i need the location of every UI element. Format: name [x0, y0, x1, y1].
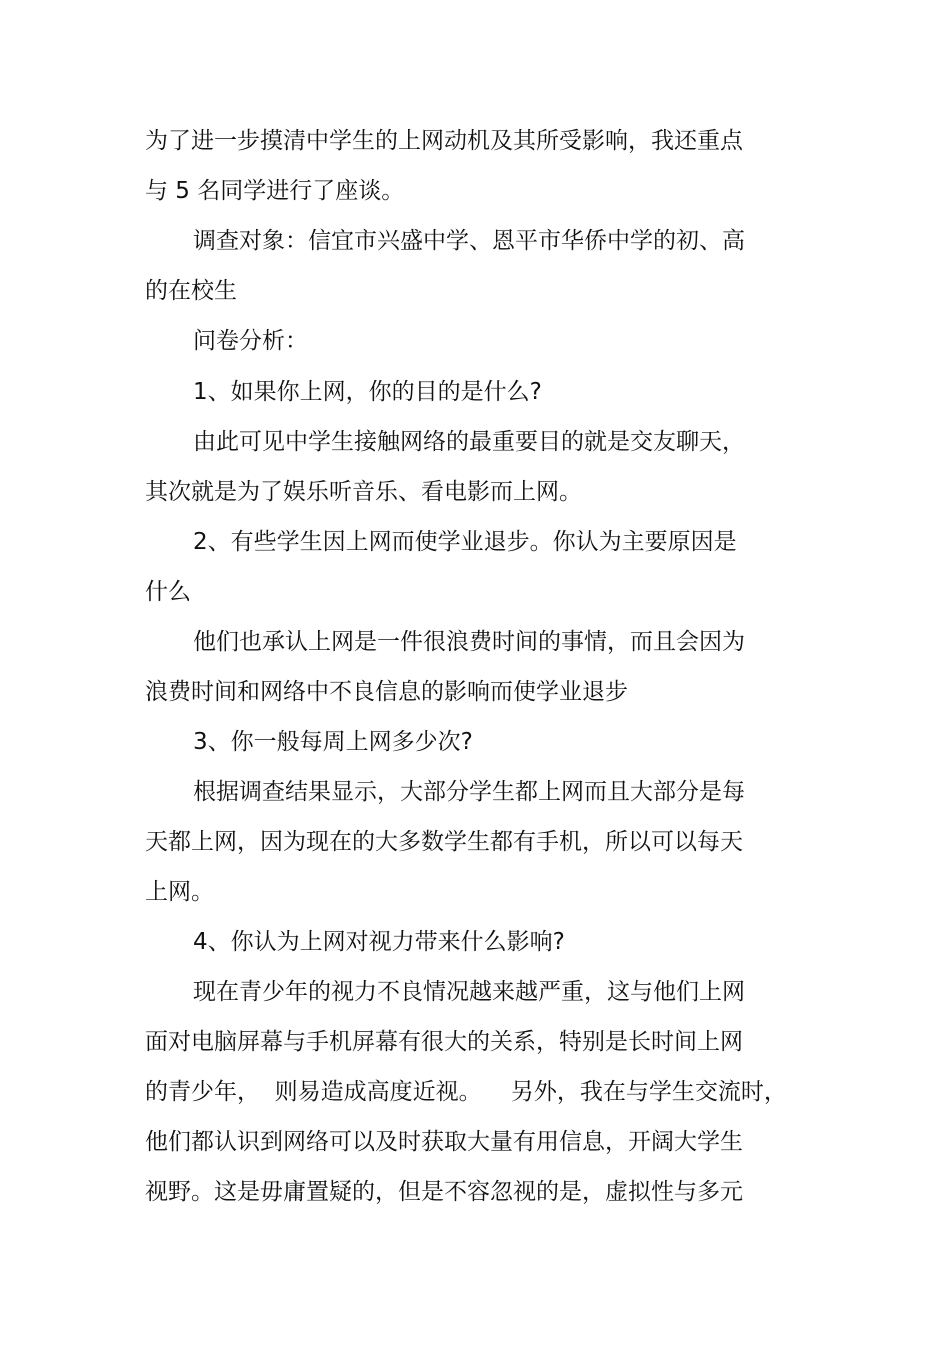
text-line: 由此可见中学生接触网络的最重要目的就是交友聊天， — [193, 429, 745, 455]
text-line: 调查对象：信宜市兴盛中学、恩平市华侨中学的初、高 — [193, 228, 745, 254]
text-line: 与 5 名同学进行了座谈。 — [145, 178, 405, 204]
text-line: 他们都认识到网络可以及时获取大量有用信息，开阔大学生 — [145, 1129, 743, 1155]
text-line: 什么 — [145, 579, 191, 605]
text-line: 3、你一般每周上网多少次? — [193, 729, 473, 755]
text-line: 的在校生 — [145, 278, 237, 304]
text-line: 为了进一步摸清中学生的上网动机及其所受影响，我还重点 — [145, 128, 743, 154]
text-line: 浪费时间和网络中不良信息的影响而使学业退步 — [145, 679, 628, 705]
text-line: 2、有些学生因上网而使学业退步。你认为主要原因是 — [193, 529, 737, 555]
text-line: 他们也承认上网是一件很浪费时间的事情，而且会因为 — [193, 629, 745, 655]
text-line: 问卷分析： — [193, 328, 308, 354]
text-line: 的青少年， 则易造成高度近视。 另外，我在与学生交流时， — [145, 1079, 787, 1105]
text-line: 视野。这是毋庸置疑的，但是不容忽视的是，虚拟性与多元 — [145, 1179, 743, 1205]
text-line: 面对电脑屏幕与手机屏幕有很大的关系，特别是长时间上网 — [145, 1029, 743, 1055]
text-line: 天都上网，因为现在的大多数学生都有手机，所以可以每天 — [145, 829, 743, 855]
text-line: 其次就是为了娱乐听音乐、看电影而上网。 — [145, 479, 582, 505]
text-line: 上网。 — [145, 879, 214, 905]
text-line: 1、如果你上网，你的目的是什么? — [193, 379, 542, 405]
text-line: 现在青少年的视力不良情况越来越严重，这与他们上网 — [193, 979, 745, 1005]
text-line: 4、你认为上网对视力带来什么影响? — [193, 929, 565, 955]
text-line: 根据调查结果显示，大部分学生都上网而且大部分是每 — [193, 779, 745, 805]
